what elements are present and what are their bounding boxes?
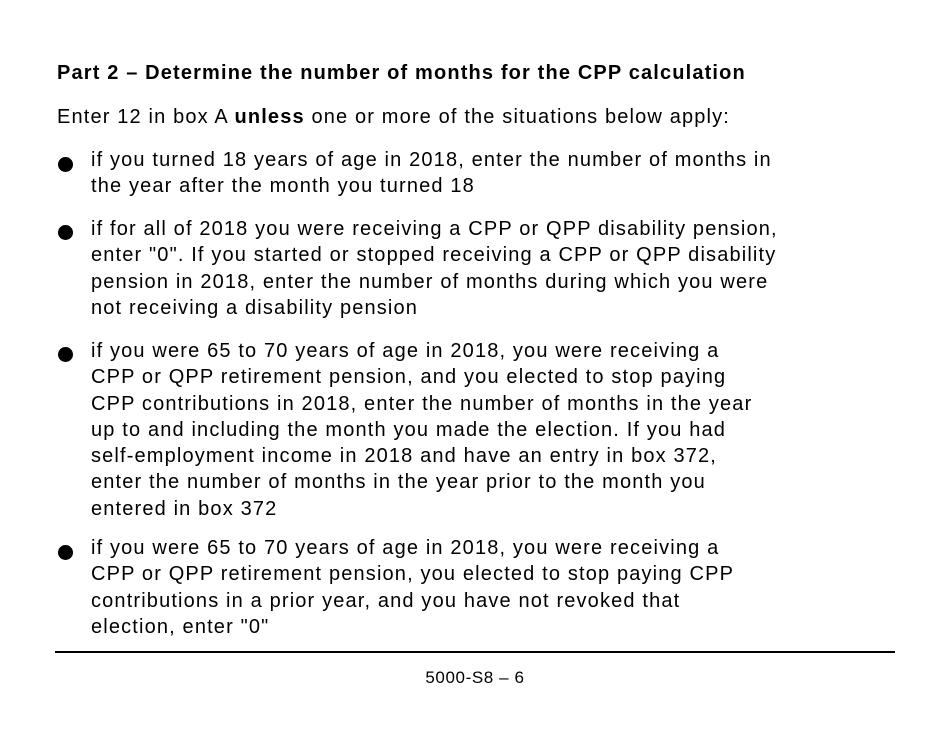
intro-text-before: Enter 12 in box A	[57, 106, 235, 128]
section-heading: Part 2 – Determine the number of months for the CPP calculation	[57, 62, 746, 84]
intro-text-after: one or more of the situations below apply:	[304, 106, 730, 128]
bullet-dot-icon	[58, 347, 73, 362]
list-item-text: if for all of 2018 you were receiving a CPP or QPP disability pension, enter "0". If you started or stopped receiving a CPP or QPP disability pension in 2018, enter the number of months during which you were not receiving a disability pension	[91, 218, 778, 319]
list-item-text: if you turned 18 years of age in 2018, enter the number of months in the year after the month you turned 18	[91, 149, 772, 198]
intro-paragraph	[57, 106, 730, 129]
list-item-text: if you were 65 to 70 years of age in 2018, you were receiving a CPP or QPP retirement pension, you elected to stop paying CPP contributions in a prior year, and you have not revoked that election, enter "0"	[91, 537, 735, 638]
bullet-dot-icon	[58, 545, 73, 560]
intro-emphasis: unless	[234, 106, 305, 128]
page-footer: 5000-S8 – 6	[425, 668, 525, 687]
bullet-dot-icon	[58, 225, 73, 240]
list-item-text: if you were 65 to 70 years of age in 2018, you were receiving a CPP or QPP retirement pension, and you elected to stop paying CPP contributions in 2018, enter the number of months in the year up to and including the month you made the election. If you had self-employment income in 2018 and have an entry in box 372, enter the number of months in the year prior to the month you entered in box 372	[91, 340, 753, 520]
bullet-dot-icon	[58, 157, 73, 172]
footer-divider	[55, 651, 895, 653]
